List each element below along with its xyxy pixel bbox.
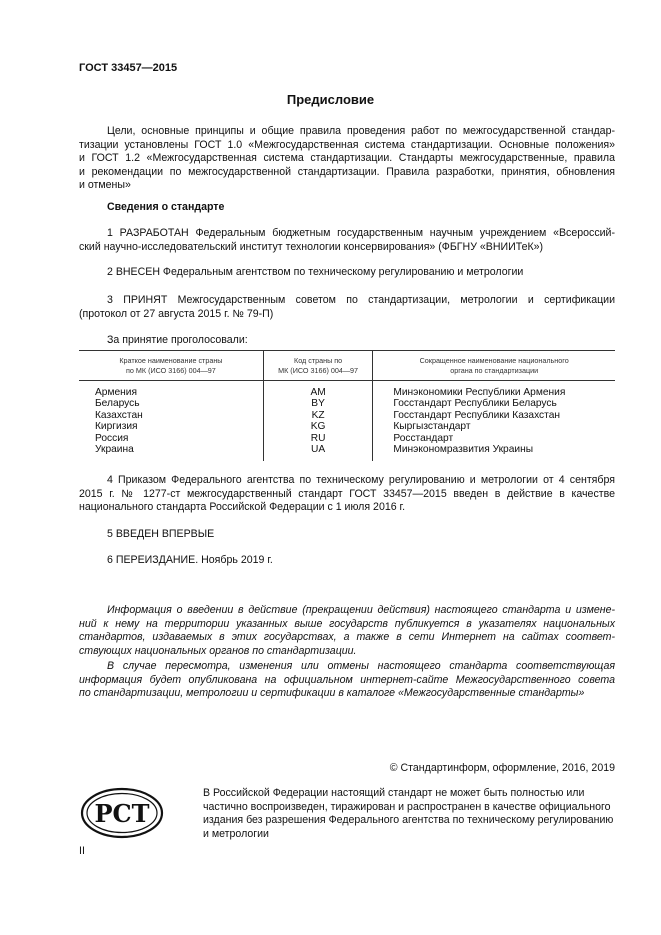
table-row [79, 433, 615, 444]
country-cell: Армения [95, 387, 137, 398]
page-title: Предисловие [286, 92, 375, 107]
notice-line: ний к нему на территории указанных выше государств публикуется в указателях национальных [79, 617, 615, 630]
item-4-line: 4 Приказом Федерального агентства по техническому регулированию и метрологии от 4 сентября [107, 474, 615, 486]
copyright: © Стандартинформ, оформление, 2016, 2019 [389, 762, 615, 774]
rights-line: частично воспроизведен, тиражирован и распространен в качестве официального [203, 800, 611, 813]
body-cell: Кыргызстандарт [373, 421, 615, 432]
logo-text: РСТ [94, 799, 150, 828]
notice-line: информация будет опубликована на официальном интернет-сайте Межгосударственного совета [79, 673, 615, 686]
country-cell: Украина [95, 444, 134, 456]
rst-logo [80, 786, 164, 845]
rights-line: В Российской Федерации настоящий стандарт не может быть полностью или [203, 787, 585, 799]
intro-line: и рекомендации по межгосударственной стандартизации. Правила разработки, принятия, обновления [79, 165, 615, 178]
document-header: ГОСТ 33457—2015 [79, 62, 178, 74]
table-row [79, 410, 615, 421]
rst-logo-icon [80, 786, 164, 840]
page-number: II [79, 845, 85, 857]
code-cell: KZ [263, 410, 373, 421]
item-1-line: ский научно-исследовательский институт технологии консервирования» (ФБГНУ «ВНИИТеК») [79, 240, 544, 253]
table-header-country: Краткое наименование страны по МК (ИСО 3166) 004—97 [79, 351, 263, 381]
body-cell: Росстандарт [373, 433, 615, 444]
notice-paragraph-2 [79, 660, 615, 701]
code-cell: BY [263, 398, 373, 409]
table-header-row [79, 351, 615, 381]
intro-line: тизации установлены ГОСТ 1.0 «Межгосударственная система стандартизации. Основные положения» [79, 138, 615, 151]
item-1 [79, 227, 615, 254]
body-cell: Госстандарт Республики Казахстан [373, 410, 615, 421]
body-cell: Минэкономики Республики Армения [373, 381, 615, 399]
table-row [79, 421, 615, 432]
country-cell: Беларусь [95, 398, 140, 410]
item-3 [79, 294, 615, 321]
code-cell: AM [263, 381, 373, 399]
table-row [79, 444, 615, 461]
vote-label: За принятие проголосовали: [107, 334, 248, 346]
table-header-code: Код страны по МК (ИСО 3166) 004—97 [263, 351, 373, 381]
body-cell: Минэкономразвития Украины [373, 444, 615, 461]
notice-line: В случае пересмотра, изменения или отмены настоящего стандарта соответствующая [107, 660, 615, 672]
item-2: 2 ВНЕСЕН Федеральным агентством по техническому регулированию и метрологии [107, 266, 524, 278]
voting-table [79, 350, 615, 461]
code-cell: UA [263, 444, 373, 461]
intro-line: и ГОСТ 1.2 «Межгосударственная система стандартизации. Стандарты межгосударственные, правила [79, 152, 615, 165]
notice-line: стандартов, издаваемых в этих государствах, а также в сети Интернет на сайтах соответ- [79, 631, 615, 644]
item-1-line: 1 РАЗРАБОТАН Федеральным бюджетным государственным научным учреждением «Всероссий- [107, 227, 615, 239]
item-3-line: 3 ПРИНЯТ Межгосударственным советом по стандартизации, метрологии и сертификации [107, 294, 615, 306]
code-cell: RU [263, 433, 373, 444]
country-cell: Киргизия [95, 421, 138, 433]
table-row [79, 398, 615, 409]
rights-line: и метрологии [203, 827, 269, 840]
notice-line: по стандартизации, метрологии и сертификации в каталоге «Межгосударственные стандарты» [79, 687, 585, 700]
info-heading: Сведения о стандарте [107, 201, 225, 213]
intro-line: и отмены» [79, 179, 131, 192]
rights-notice [203, 787, 615, 841]
table-header-body: Сокращенное наименование национального органа по стандартизации [373, 351, 615, 381]
intro-paragraph [79, 125, 615, 193]
item-4 [79, 474, 615, 515]
code-cell: KG [263, 421, 373, 432]
item-4-line: национального стандарта Российской Федерации с 1 июля 2016 г. [79, 501, 406, 514]
item-5: 5 ВВЕДЕН ВПЕРВЫЕ [107, 528, 215, 540]
country-cell: Казахстан [95, 409, 143, 421]
rights-line: издания без разрешения Федерального агентства по техническому регулированию [203, 814, 614, 827]
notice-line: ствующих национальных органов по стандартизации. [79, 644, 357, 657]
notice-line: Информация о введении в действие (прекращении действия) настоящего стандарта и измене- [107, 604, 615, 616]
body-cell: Госстандарт Республики Беларусь [373, 398, 615, 409]
intro-line: Цели, основные принципы и общие правила проведения работ по межгосударственной стандар- [107, 125, 615, 137]
item-3-line: (протокол от 27 августа 2015 г. № 79-П) [79, 307, 274, 320]
table-row [79, 381, 615, 399]
item-6: 6 ПЕРЕИЗДАНИЕ. Ноябрь 2019 г. [107, 554, 273, 566]
item-4-line: 2015 г. № 1277-ст межгосударственный стандарт ГОСТ 33457—2015 введен в действие в качестве [79, 487, 615, 500]
country-cell: Россия [95, 432, 129, 444]
notice-paragraph-1 [79, 604, 615, 658]
